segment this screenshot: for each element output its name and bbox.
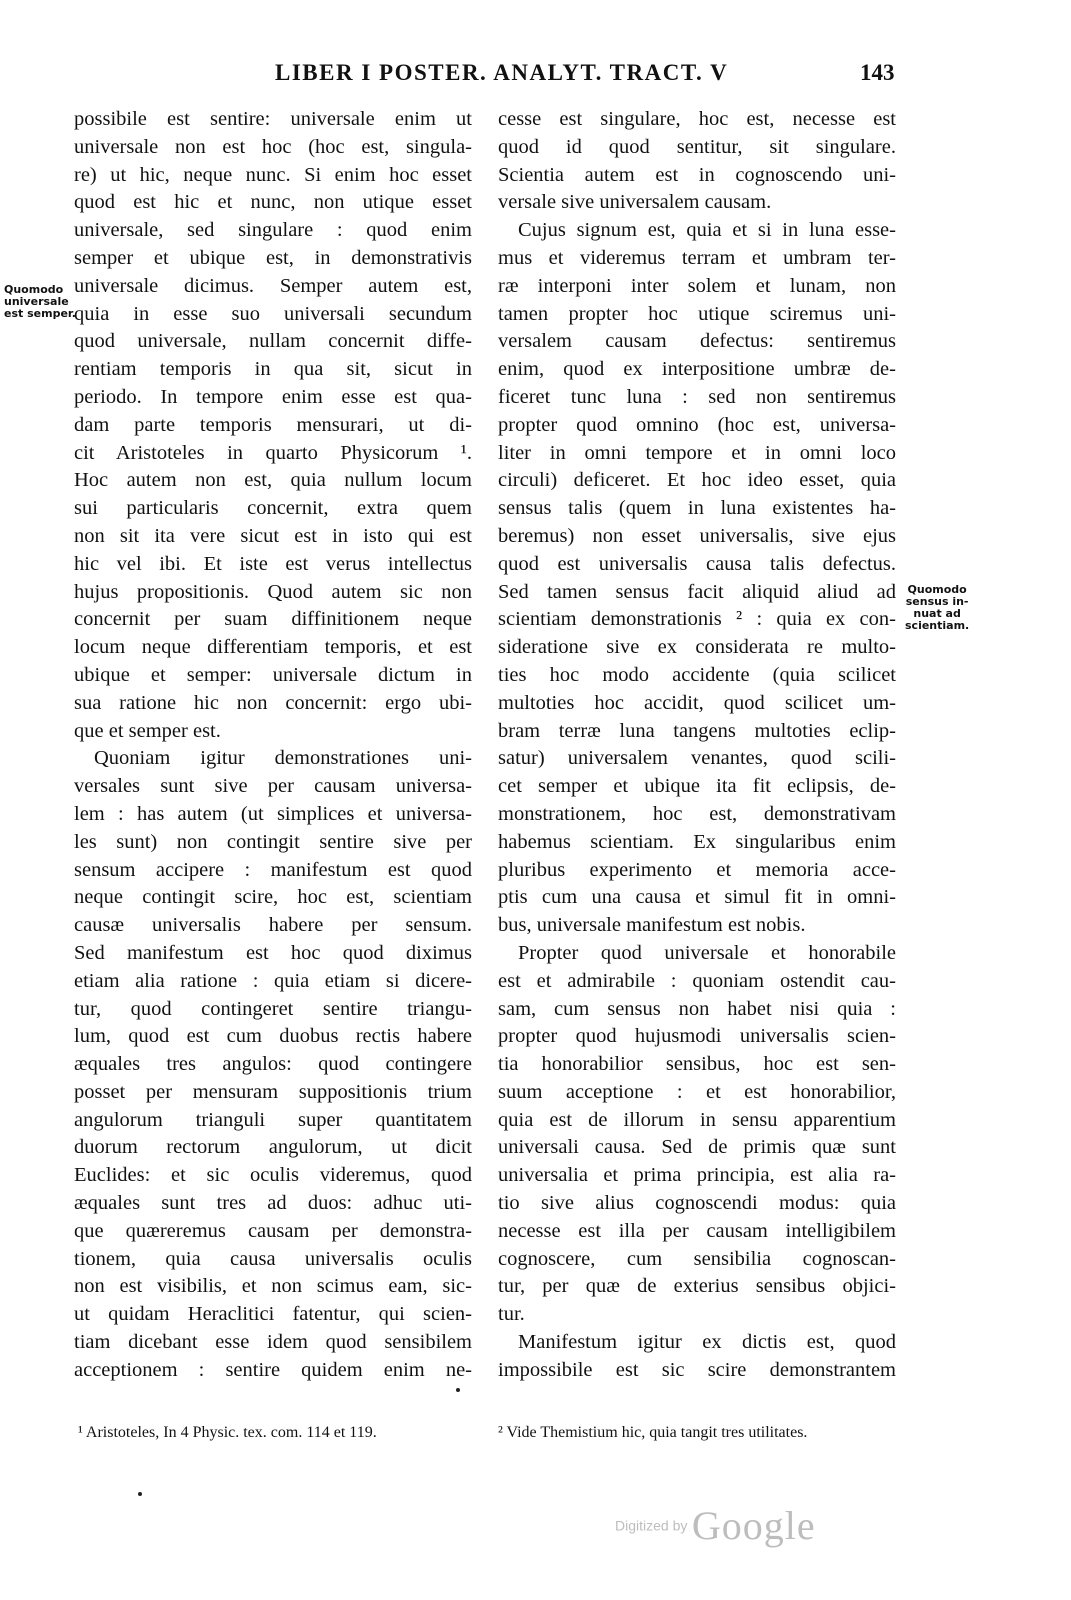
right-column-line: ties hoc modo accidente (quia scilicet bbox=[498, 663, 896, 686]
page-header bbox=[0, 60, 1071, 92]
left-column-line: ut quidam Heraclitici fatentur, qui scien- bbox=[74, 1303, 472, 1326]
left-column-line: tur, quod contingeret sentire triangu- bbox=[74, 997, 472, 1020]
right-column-line: liter in omni tempore et in omni loco bbox=[498, 441, 896, 464]
right-column-line: mus et videremus terram et umbram ter- bbox=[498, 246, 896, 269]
left-column-line: locum neque differentiam temporis, et est bbox=[74, 636, 472, 659]
left-column-line: æquales sunt tres ad duos: adhuc uti- bbox=[74, 1192, 472, 1215]
right-column-line: sam, cum sensus non habet nisi quia : bbox=[498, 997, 896, 1020]
left-column-line: hujus propositionis. Quod autem sic non bbox=[74, 580, 472, 603]
right-column-line: circuli) deficeret. Et hoc ideo esset, quia bbox=[498, 469, 896, 492]
left-column-line: les sunt) non contingit sentire sive per bbox=[74, 830, 472, 853]
left-column-line: causæ universalis habere per sensum. bbox=[74, 914, 472, 937]
right-column-line: tio sive alius cognoscendi modus: quia bbox=[498, 1192, 896, 1215]
footnote-right: ² Vide Themistium hic, quia tangit tres utilitates. bbox=[498, 1424, 808, 1441]
right-column-line: propter quod omnino (hoc est, universa- bbox=[498, 413, 896, 436]
left-column-line: sensum accipere : manifestum est quod bbox=[74, 858, 472, 881]
right-column-line: sensus talis (quem in luna existentes ha- bbox=[498, 497, 896, 520]
right-column-line: versale sive universalem causam. bbox=[498, 191, 772, 214]
right-column-line: multoties hoc accidit, quod scilicet um- bbox=[498, 691, 896, 714]
right-column-line: bus, universale manifestum est nobis. bbox=[498, 914, 806, 937]
right-column-line: Sed tamen sensus facit aliquid aliud ad bbox=[498, 580, 896, 603]
left-column-line: tiam dicebant esse idem quod sensibilem bbox=[74, 1331, 472, 1354]
right-column-line: Propter quod universale et honorabile bbox=[518, 941, 896, 964]
right-column-line: cet semper et ubique ita fit eclipsis, de- bbox=[498, 775, 896, 798]
right-column-line: beremus) non esset universalis, sive ejus bbox=[498, 524, 896, 547]
left-column-line: non est visibilis, et non scimus eam, sic- bbox=[74, 1275, 472, 1298]
left-column-line: quia in esse suo universali secundum bbox=[74, 302, 472, 325]
left-column-line: sua ratione hic non concernit: ergo ubi- bbox=[74, 691, 472, 714]
right-column-line: enim, quod ex interpositione umbræ de- bbox=[498, 358, 896, 381]
left-column-line: universale, sed singulare : quod enim bbox=[74, 219, 472, 242]
left-column-line: possibile est sentire: universale enim ut bbox=[74, 108, 472, 130]
left-column-line: acceptionem : sentire quidem enim ne- bbox=[74, 1358, 472, 1381]
left-column-line: Hoc autem non est, quia nullum locum bbox=[74, 469, 472, 492]
right-column-line: suum acceptione : et est honorabilior, bbox=[498, 1080, 896, 1103]
right-text-column bbox=[498, 106, 896, 1385]
right-column-line: satur) universalem venantes, quod scili- bbox=[498, 747, 896, 770]
right-column-line: ræ interponi inter solem et lunam, non bbox=[498, 274, 896, 297]
left-column-line: dam parte temporis mensurari, ut di- bbox=[74, 413, 472, 436]
left-column-line: lem : has autem (ut simplices et universa- bbox=[74, 802, 472, 825]
right-column-line: Manifestum igitur ex dictis est, quod bbox=[518, 1331, 896, 1354]
right-column-line: Scientia autem est in cognoscendo uni- bbox=[498, 163, 896, 186]
right-column-line: sideratione sive ex considerata re multo- bbox=[498, 636, 896, 659]
margin-note-right: Quomodo sensus in- nuat ad scientiam. bbox=[905, 583, 970, 632]
right-column-line: monstrationem, hoc est, demonstrativam bbox=[498, 802, 896, 825]
right-column-line: scientiam demonstrationis ² : quia ex con- bbox=[498, 608, 896, 631]
right-column-line: ptis cum una causa et simul fit in omni- bbox=[498, 886, 896, 909]
left-column-line: æquales tres angulos: quod contingere bbox=[74, 1053, 472, 1076]
right-column-line: universali causa. Sed de primis quæ sunt bbox=[498, 1136, 896, 1159]
right-column-line: quia est de illorum in sensu apparentium bbox=[498, 1108, 896, 1131]
right-column-line: propter quod hujusmodi universalis scien- bbox=[498, 1025, 896, 1048]
digitized-watermark bbox=[615, 1502, 816, 1549]
right-column-line: tia honorabilior sensibus, hoc est sen- bbox=[498, 1053, 896, 1076]
left-column-line: periodo. In tempore enim esse est qua- bbox=[74, 385, 472, 408]
left-column-line: etiam alia ratione : quia etiam si dicere- bbox=[74, 969, 472, 992]
left-column-line: sui particularis concernit, extra quem bbox=[74, 497, 472, 520]
left-column-line: que quæreremus causam per demonstra- bbox=[74, 1219, 472, 1242]
left-column-line: angulorum trianguli super quantitatem bbox=[74, 1108, 472, 1131]
watermark-brand: Google bbox=[691, 1503, 816, 1548]
left-column-line: rentiam temporis in qua sit, sicut in bbox=[74, 358, 472, 381]
right-column-line: pluribus experimento et memoria acce- bbox=[498, 858, 896, 881]
right-column-line: tur, per quæ de exterius sensibus objici- bbox=[498, 1275, 896, 1298]
right-column-line: impossibile est sic scire demonstrantem bbox=[498, 1358, 896, 1381]
left-column-line: cit Aristoteles in quarto Physicorum ¹. bbox=[74, 441, 472, 464]
right-column-line: universalia et prima principia, est alia ra- bbox=[498, 1164, 896, 1187]
left-column-line: re) ut hic, neque nunc. Si enim hoc esset bbox=[74, 163, 472, 186]
left-column-line: quod est hic et nunc, non utique esset bbox=[74, 191, 472, 214]
left-column-line: ubique et semper: universale dictum in bbox=[74, 663, 472, 686]
right-column-line: quod est universalis causa talis defectus. bbox=[498, 552, 896, 575]
left-text-column bbox=[74, 106, 472, 1385]
left-column-line: duorum rectorum angulorum, ut dicit bbox=[74, 1136, 472, 1159]
left-column-line: neque contingit scire, hoc est, scientiam bbox=[74, 886, 472, 909]
left-column-line: Sed manifestum est hoc quod diximus bbox=[74, 941, 472, 964]
ink-speck bbox=[138, 1492, 142, 1496]
left-column-line: universale non est hoc (hoc est, singula- bbox=[74, 135, 472, 158]
right-column-line: est et admirabile : quoniam ostendit cau- bbox=[498, 969, 896, 992]
running-head: LIBER I POSTER. ANALYT. TRACT. V bbox=[275, 60, 729, 85]
footnote-left: ¹ Aristoteles, In 4 Physic. tex. com. 114 et 119. bbox=[78, 1424, 377, 1441]
left-column-line: Euclides: et sic oculis videremus, quod bbox=[74, 1164, 472, 1187]
right-column-line: cognoscere, cum sensibilia cognoscan- bbox=[498, 1247, 896, 1270]
right-column-line: ficeret tunc luna : sed non sentiremus bbox=[498, 385, 896, 408]
right-column-line: cesse est singulare, hoc est, necesse est bbox=[498, 108, 896, 130]
left-column-line: concernit per suam diffinitionem neque bbox=[74, 608, 472, 631]
left-column-line: que et semper est. bbox=[74, 719, 221, 742]
right-column-line: bram terræ luna tangens multoties eclip- bbox=[498, 719, 896, 742]
left-column-line: semper et ubique est, in demonstrativis bbox=[74, 246, 472, 269]
margin-note-left: Quomodo universale est semper. bbox=[4, 283, 76, 320]
left-column-line: quod universale, nullam concernit diffe- bbox=[74, 330, 472, 353]
right-column-line: Cujus signum est, quia et si in luna esse- bbox=[518, 219, 896, 242]
left-column-line: lum, quod est cum duobus rectis habere bbox=[74, 1025, 472, 1048]
right-column-line: tur. bbox=[498, 1303, 525, 1326]
page-number: 143 bbox=[860, 60, 895, 85]
watermark-prefix: Digitized by bbox=[615, 1517, 688, 1534]
left-column-line: versales sunt sive per causam universa- bbox=[74, 775, 472, 798]
left-column-line: posset per mensuram suppositionis trium bbox=[74, 1080, 472, 1103]
right-column-line: versalem causam defectus: sentiremus bbox=[498, 330, 896, 353]
left-column-line: non sit ita vere sicut est in isto qui est bbox=[74, 524, 472, 547]
right-column-line: habemus scientiam. Ex singularibus enim bbox=[498, 830, 896, 853]
left-column-line: Quoniam igitur demonstrationes uni- bbox=[94, 747, 472, 770]
left-column-line: universale dicimus. Semper autem est, bbox=[74, 274, 472, 297]
right-column-line: quod id quod sentitur, sit singulare. bbox=[498, 135, 896, 158]
right-column-line: necesse est illa per causam intelligibilem bbox=[498, 1219, 896, 1242]
right-column-line: tamen propter hoc utique sciremus uni- bbox=[498, 302, 896, 325]
ink-speck bbox=[456, 1388, 460, 1392]
left-column-line: tionem, quia causa universalis oculis bbox=[74, 1247, 472, 1270]
left-column-line: hic vel ibi. Et iste est verus intellectus bbox=[74, 552, 472, 575]
